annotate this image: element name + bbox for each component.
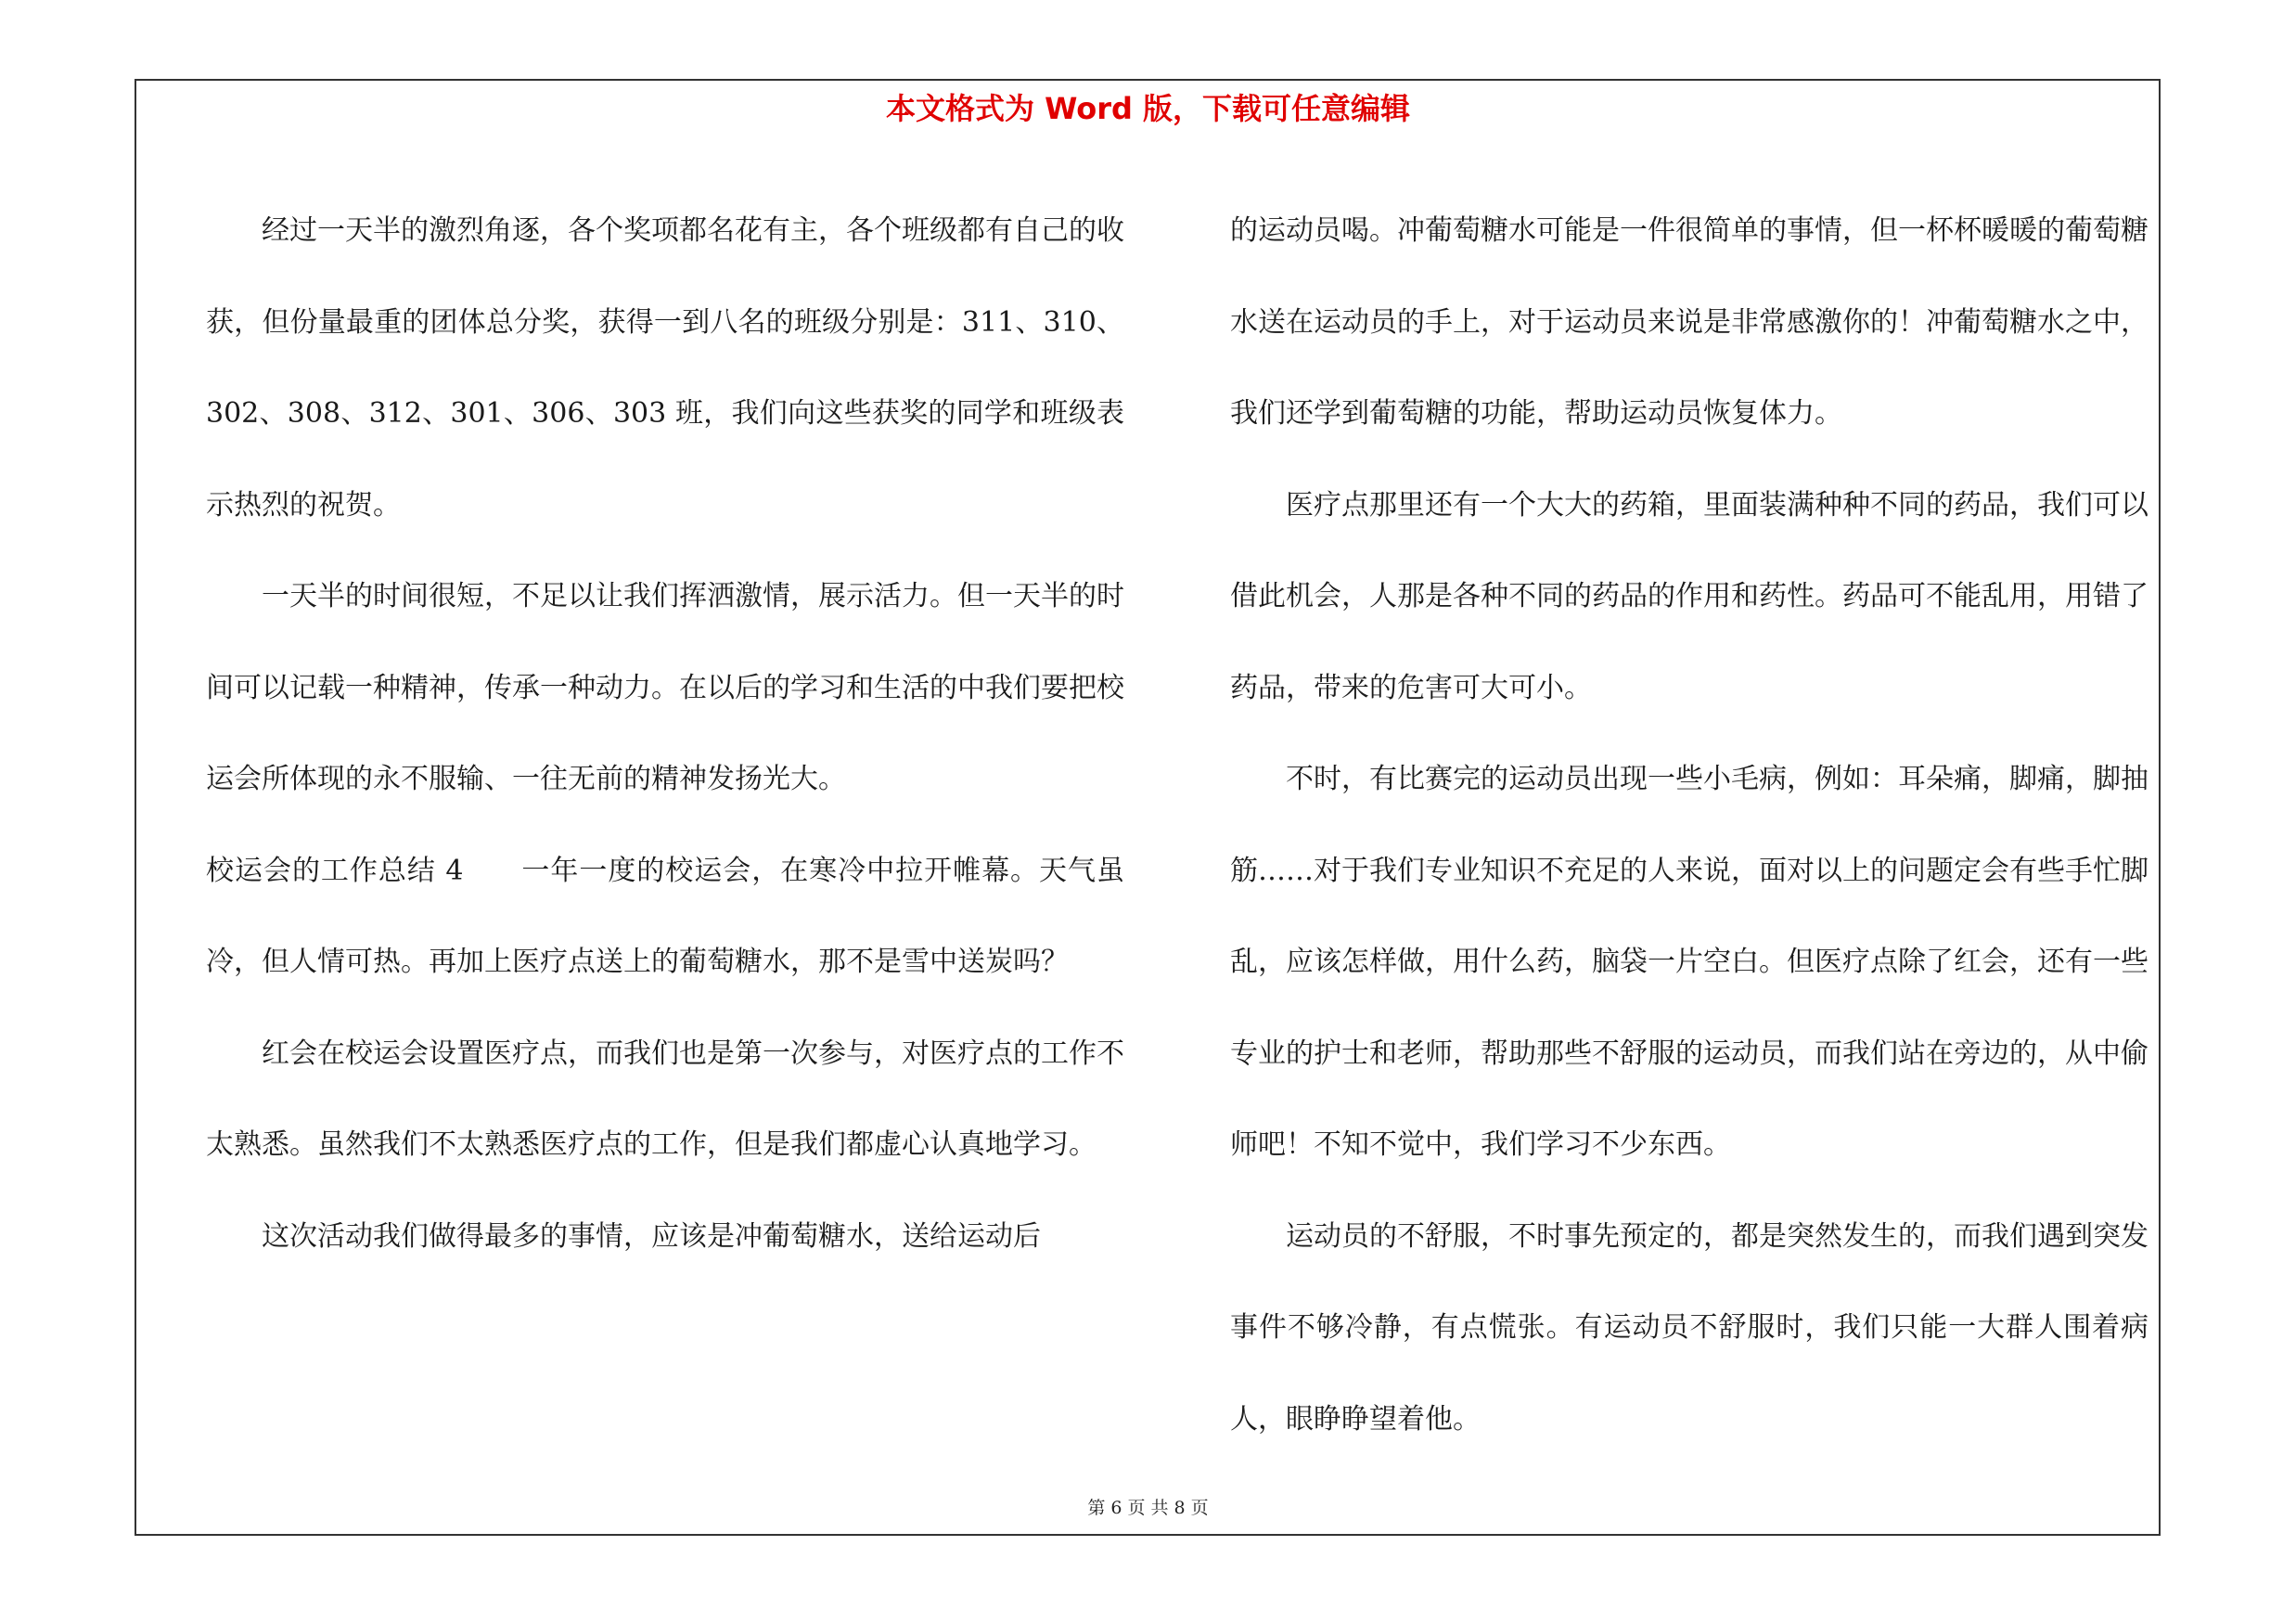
paragraph: 的运动员喝。冲葡萄糖水可能是一件很简单的事情，但一杯杯暖暖的葡萄糖水送在运动员的手上，对于运动员来说是非常感激你的！冲葡萄糖水之中，我们还学到葡萄糖的功能，帮助运动员恢复体力。 [1230,214,2148,430]
paragraph: 这次活动我们做得最多的事情，应该是冲葡萄糖水，送给运动后 [262,1219,1041,1253]
right-column [1230,186,2148,1465]
paragraph: 校运会的工作总结 4 一年一度的校运会，在寒冷中拉开帷幕。天气虽冷，但人情可热。再加上医疗点送上的葡萄糖水，那不是雪中送炭吗？ [206,854,1124,978]
left-column [206,186,1124,1282]
paragraph: 运动员的不舒服，不时事先预定的，都是突然发生的，而我们遇到突发事件不够冷静，有点慌张。有运动员不舒服时，我们只能一大群人围着病人，眼睁睁望着他。 [1230,1219,2148,1436]
paragraph: 医疗点那里还有一个大大的药箱，里面装满种种不同的药品，我们可以借此机会，人那是各种不同的药品的作用和药性。药品可不能乱用，用错了药品，带来的危害可大可小。 [1230,488,2148,704]
page-number: 第 6 页 共 8 页 [1087,1498,1209,1518]
paragraph: 红会在校运会设置医疗点，而我们也是第一次参与，对医疗点的工作不太熟悉。虽然我们不太熟悉医疗点的工作，但是我们都虚心认真地学习。 [206,1037,1124,1161]
paragraph: 一天半的时间很短，不足以让我们挥洒激情，展示活力。但一天半的时间可以记载一种精神，传承一种动力。在以后的学习和生活的中我们要把校运会所体现的永不服输、一往无前的精神发扬光大。 [206,580,1124,795]
paragraph: 经过一天半的激烈角逐，各个奖项都名花有主，各个班级都有自己的收获，但份量最重的团体总分奖，获得一到八名的班级分别是：311、310、302、308、312、301、306、303 班，我们向这些获奖的同学和班级表示热烈的祝贺。 [206,214,1124,522]
paragraph: 不时，有比赛完的运动员出现一些小毛病，例如：耳朵痛，脚痛，脚抽筋……对于我们专业知识不充足的人来说，面对以上的问题定会有些手忙脚乱，应该怎样做，用什么药，脑袋一片空白。但医疗点除了红会，还有一些专业的护士和老师，帮助那些不舒服的运动员，而我们站在旁边的，从中偷师吧！不知不觉中，我们学习不少东西。 [1230,763,2148,1161]
word-format-notice: 本文格式为 Word 版，下载可任意编辑 [885,91,1411,126]
